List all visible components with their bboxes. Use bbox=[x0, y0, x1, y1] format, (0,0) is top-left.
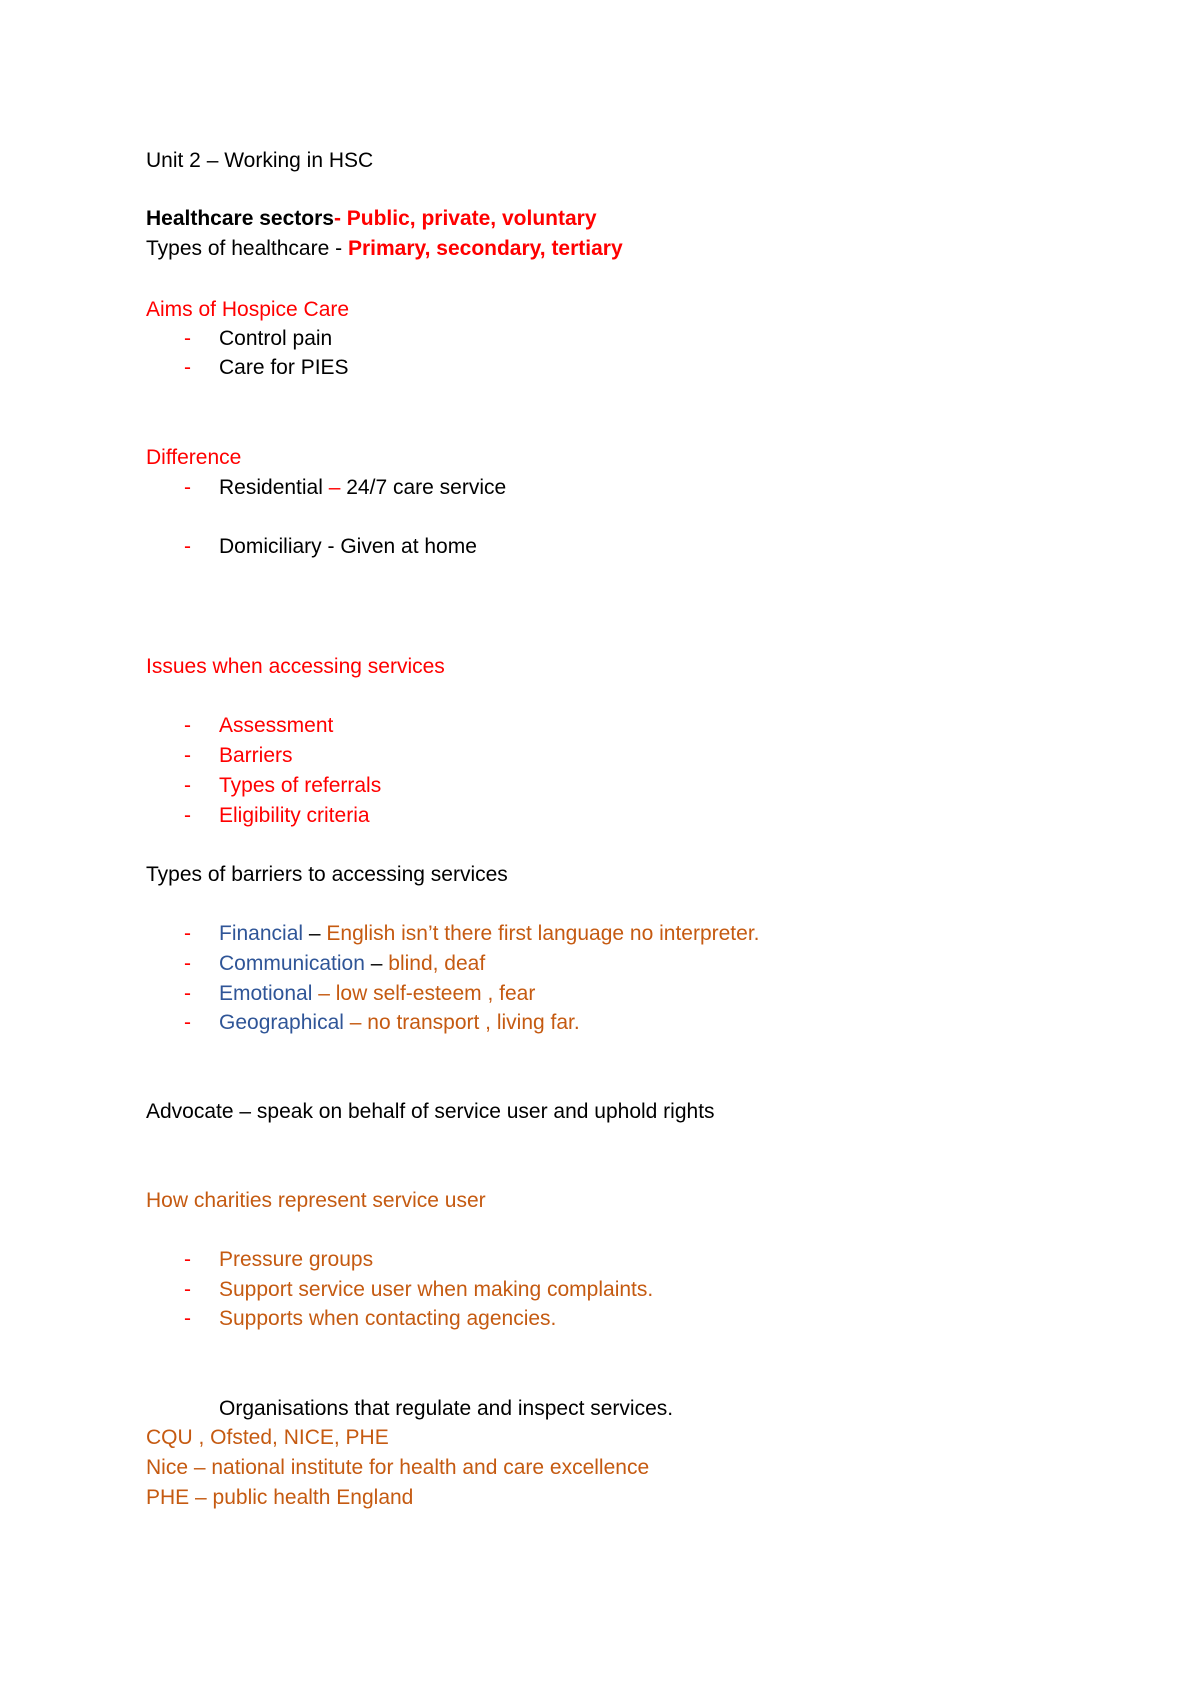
residential-dash: – bbox=[328, 476, 341, 499]
bullet-dash: - bbox=[184, 535, 191, 558]
barrier-sep: – bbox=[303, 922, 327, 945]
document-title: Unit 2 – Working in HSC bbox=[146, 149, 374, 172]
sectors-value: - Public, private, voluntary bbox=[333, 207, 597, 230]
list-item: Barriers bbox=[219, 744, 293, 767]
bullet-dash: - bbox=[184, 1307, 191, 1330]
organisations-line: CQU , Ofsted, NICE, PHE bbox=[146, 1426, 389, 1449]
organisations-line: PHE – public health England bbox=[146, 1486, 414, 1509]
charities-heading: How charities represent service user bbox=[146, 1189, 486, 1212]
healthcare-types-line bbox=[146, 236, 623, 262]
barrier-desc: no transport , living far. bbox=[367, 1011, 580, 1034]
types-label: Types of healthcare - bbox=[146, 237, 348, 260]
bullet-dash: - bbox=[184, 1011, 191, 1034]
issues-heading: Issues when accessing services bbox=[146, 655, 445, 678]
bullet-dash: - bbox=[184, 922, 191, 945]
healthcare-sectors-line bbox=[146, 206, 597, 232]
barrier-desc: English isn’t there first language no interpreter. bbox=[326, 922, 760, 945]
bullet-dash: - bbox=[184, 1278, 191, 1301]
residential-label: Residential bbox=[219, 476, 329, 499]
barrier-name: Communication bbox=[219, 952, 365, 975]
bullet-dash: - bbox=[184, 356, 191, 379]
list-item: Care for PIES bbox=[219, 356, 349, 379]
list-item: Types of referrals bbox=[219, 774, 382, 797]
residential-value: 24/7 care service bbox=[340, 476, 507, 499]
list-item: Control pain bbox=[219, 327, 333, 350]
barrier-name: Financial bbox=[219, 922, 304, 945]
barrier-sep: – bbox=[343, 1011, 368, 1034]
barrier-name: Emotional bbox=[219, 982, 313, 1005]
types-value: Primary, secondary, tertiary bbox=[347, 237, 623, 260]
bullet-dash: - bbox=[184, 744, 191, 767]
barrier-item-geographical bbox=[219, 1010, 580, 1036]
bullet-dash: - bbox=[184, 982, 191, 1005]
list-item: Supports when contacting agencies. bbox=[219, 1307, 557, 1330]
list-item: Eligibility criteria bbox=[219, 804, 370, 827]
barrier-sep: – bbox=[364, 952, 389, 975]
bullet-dash: - bbox=[184, 476, 191, 499]
bullet-dash: - bbox=[184, 774, 191, 797]
barrier-desc: low self-esteem , fear bbox=[335, 982, 536, 1005]
barrier-sep: – bbox=[312, 982, 336, 1005]
list-item: Pressure groups bbox=[219, 1248, 374, 1271]
sectors-label: Healthcare sectors bbox=[146, 207, 334, 230]
domiciliary-item: Domiciliary - Given at home bbox=[219, 535, 477, 558]
barrier-item-emotional bbox=[219, 981, 535, 1007]
list-item: Assessment bbox=[219, 714, 334, 737]
hospice-heading: Aims of Hospice Care bbox=[146, 298, 350, 321]
residential-item bbox=[219, 475, 506, 501]
bullet-dash: - bbox=[184, 1248, 191, 1271]
barrier-name: Geographical bbox=[219, 1011, 344, 1034]
bullet-dash: - bbox=[184, 952, 191, 975]
difference-heading: Difference bbox=[146, 446, 242, 469]
barrier-item-communication bbox=[219, 951, 485, 977]
bullet-dash: - bbox=[184, 327, 191, 350]
barrier-item-financial bbox=[219, 921, 760, 947]
barrier-desc: blind, deaf bbox=[388, 952, 486, 975]
organisations-line: Nice – national institute for health and care excellence bbox=[146, 1456, 650, 1479]
bullet-dash: - bbox=[184, 804, 191, 827]
list-item: Support service user when making complaints. bbox=[219, 1278, 654, 1301]
bullet-dash: - bbox=[184, 714, 191, 737]
organisations-heading: Organisations that regulate and inspect services. bbox=[219, 1397, 674, 1420]
barriers-heading: Types of barriers to accessing services bbox=[146, 863, 508, 886]
advocate-line: Advocate – speak on behalf of service user and uphold rights bbox=[146, 1100, 715, 1123]
